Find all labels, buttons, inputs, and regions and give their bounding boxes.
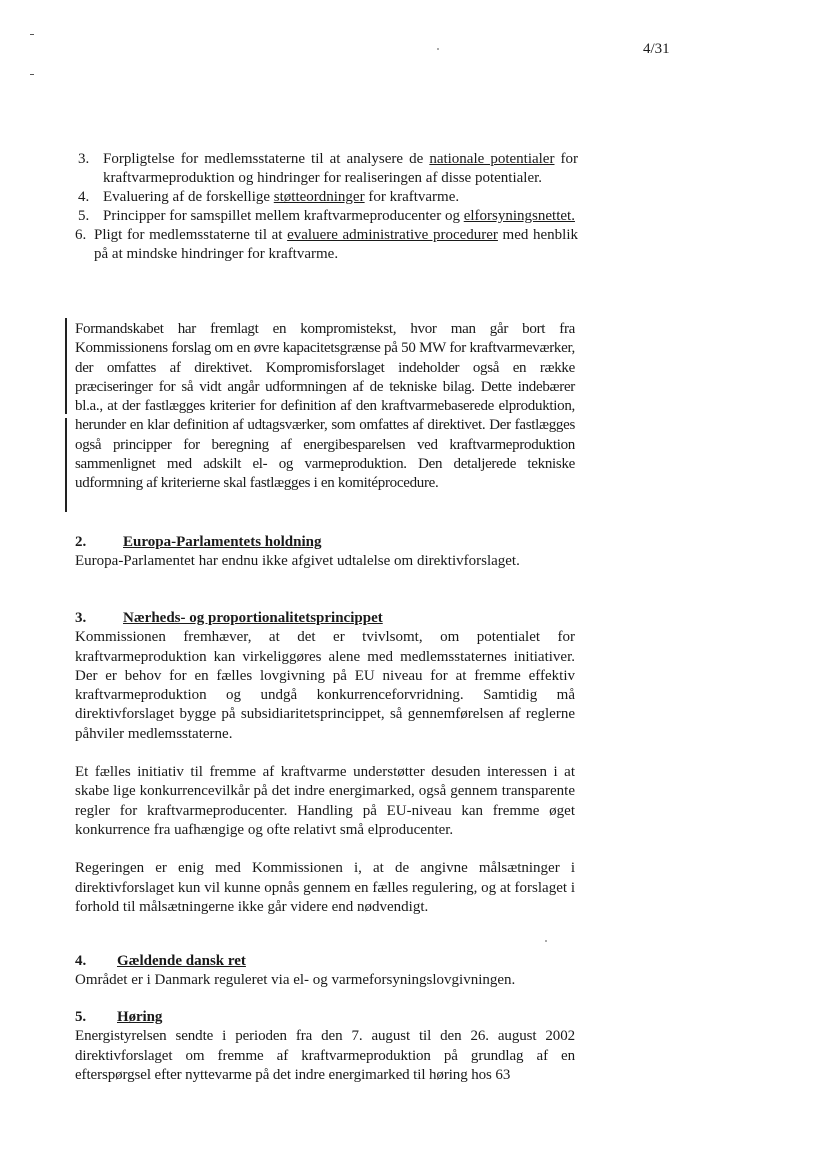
- list-item-underlined: evaluere administrative procedurer: [287, 227, 498, 243]
- section-consultation: [75, 1008, 575, 1085]
- list-item-text: Evaluering af de forskellige: [103, 189, 274, 205]
- list-item-number: 6.: [75, 227, 87, 243]
- scan-dot: [437, 48, 439, 50]
- revision-bar: [65, 418, 67, 512]
- section-number: 4.: [75, 953, 87, 969]
- section-heading: [75, 609, 575, 628]
- list-item-text: for kraftvarmeproduktion og hindringer for realiseringen af disse potentialer.: [103, 151, 578, 186]
- paragraph-text: Området er i Danmark reguleret via el- og varmeforsyningslovgivningen.: [75, 972, 516, 989]
- list-item-number: 4.: [78, 189, 90, 205]
- section-title: Høring: [117, 1009, 163, 1025]
- list-item-text: med henblik på at mindske hindringer for kraftvarme.: [94, 227, 578, 262]
- paragraph-text: Regeringen er enig med Kommissionen i, at de angivne målsætninger i direktivforslaget kun vil kunne opnås gennem en fælles regulering, og at forslaget i forhold til målsætningerne ikke går videre end nødvendigt.: [75, 860, 575, 915]
- list-item-underlined: elforsyningsnettet.: [463, 208, 575, 224]
- paragraph-text: Kommissionen fremhæver, at det er tvivlsomt, om potentialet for kraftvarmeproduktion kan virkeliggøres alene med medlemsstaternes initiativer. Der er behov for en fælles lovgivning på EU niveau for at fremme effektiv kraftvarmeproduktion og undgå konkurrenceforvridning. Samtidig må direktivforslaget bygge på subsidiaritetsprincippet, så gennemførelsen af reglerne påhviler medlemsstaterne.: [75, 629, 575, 742]
- list-item-underlined: støtteordninger: [273, 189, 365, 205]
- paragraph-text: Europa-Parlamentet har endnu ikke afgivet udtalelse om direktivforslaget.: [75, 553, 520, 570]
- section-title: Europa-Parlamentets holdning: [123, 534, 322, 550]
- scan-mark: [30, 74, 34, 75]
- list-item-text: Pligt for medlemsstaterne til at: [94, 227, 288, 243]
- list-item-text: Forpligtelse for medlemsstaterne til at analysere de: [103, 151, 430, 167]
- scan-mark: [30, 34, 34, 35]
- section-parliament: [75, 533, 575, 572]
- section-title: Nærheds- og proportionalitetsprincippet: [123, 610, 383, 626]
- list-item-text: for kraftvarme.: [364, 189, 460, 205]
- paragraph-text: Energistyrelsen sendte i perioden fra den 7. august til den 26. august 2002 direktivforslaget om fremme af kraftvarmeproduktion på grundlag af en efterspørgsel efter nyttevarme på det indre energimarked til høring hos 63: [75, 1028, 575, 1083]
- compromise-paragraph: [75, 320, 575, 494]
- section-number: 5.: [75, 1009, 87, 1025]
- paragraph-text: Et fælles initiativ til fremme af kraftvarme understøtter desuden interessen i at skabe lige konkurrencevilkår på det indre energimarked, også gennem transparente regler for kraftvarmeproducenter. Handling på EU-niveau kan fremme øget konkurrence fra uafhængige og ofte relativt små elproducenter.: [75, 764, 575, 838]
- section-heading: [75, 533, 575, 552]
- revision-bar: [65, 318, 67, 414]
- list-item: [78, 188, 578, 207]
- section-danish-law: [75, 952, 575, 991]
- section-number: 3.: [75, 610, 87, 626]
- list-item-underlined: nationale potentialer: [429, 151, 555, 167]
- section-heading: [75, 1008, 575, 1027]
- section-heading: [75, 952, 575, 971]
- list-item: [75, 226, 578, 264]
- section-title: Gældende dansk ret: [117, 953, 246, 969]
- list-item: [78, 150, 578, 188]
- page-number: 4/31: [643, 41, 670, 57]
- list-item-text: Principper for samspillet mellem kraftvarmeproducenter og: [103, 208, 464, 224]
- scan-dot: [545, 940, 547, 942]
- section-number: 2.: [75, 534, 87, 550]
- list-item-number: 3.: [78, 151, 90, 167]
- list-item-number: 5.: [78, 208, 90, 224]
- paragraph-text: Formandskabet har fremlagt en kompromistekst, hvor man går bort fra Kommissionens forslag om en øvre kapacitetsgrænse på 50 MW for kraftvarmeværker, der omfattes af direktivet. Kompromisforslaget indeholder også en række præciseringer for så vidt angår udformningen af de tekniske bilag. Dette indebærer bl.a., at der fastlægges kriterier for definition af den kraftvarmebaserede elproduktion, herunder en klar definition af udtagsværker, som omfattes af direktivet. Der fastlægges også principper for beregning af energibesparelsen ved kraftvarmeproduktion sammenlignet med adskilt el- og varmeproduktion. Den detaljerede tekniske udformning af kriterierne skal fastlægges i en komitéprocedure.: [75, 321, 575, 492]
- section-subsidiarity: [75, 609, 575, 917]
- requirements-list: [75, 150, 578, 264]
- list-item: [78, 207, 578, 226]
